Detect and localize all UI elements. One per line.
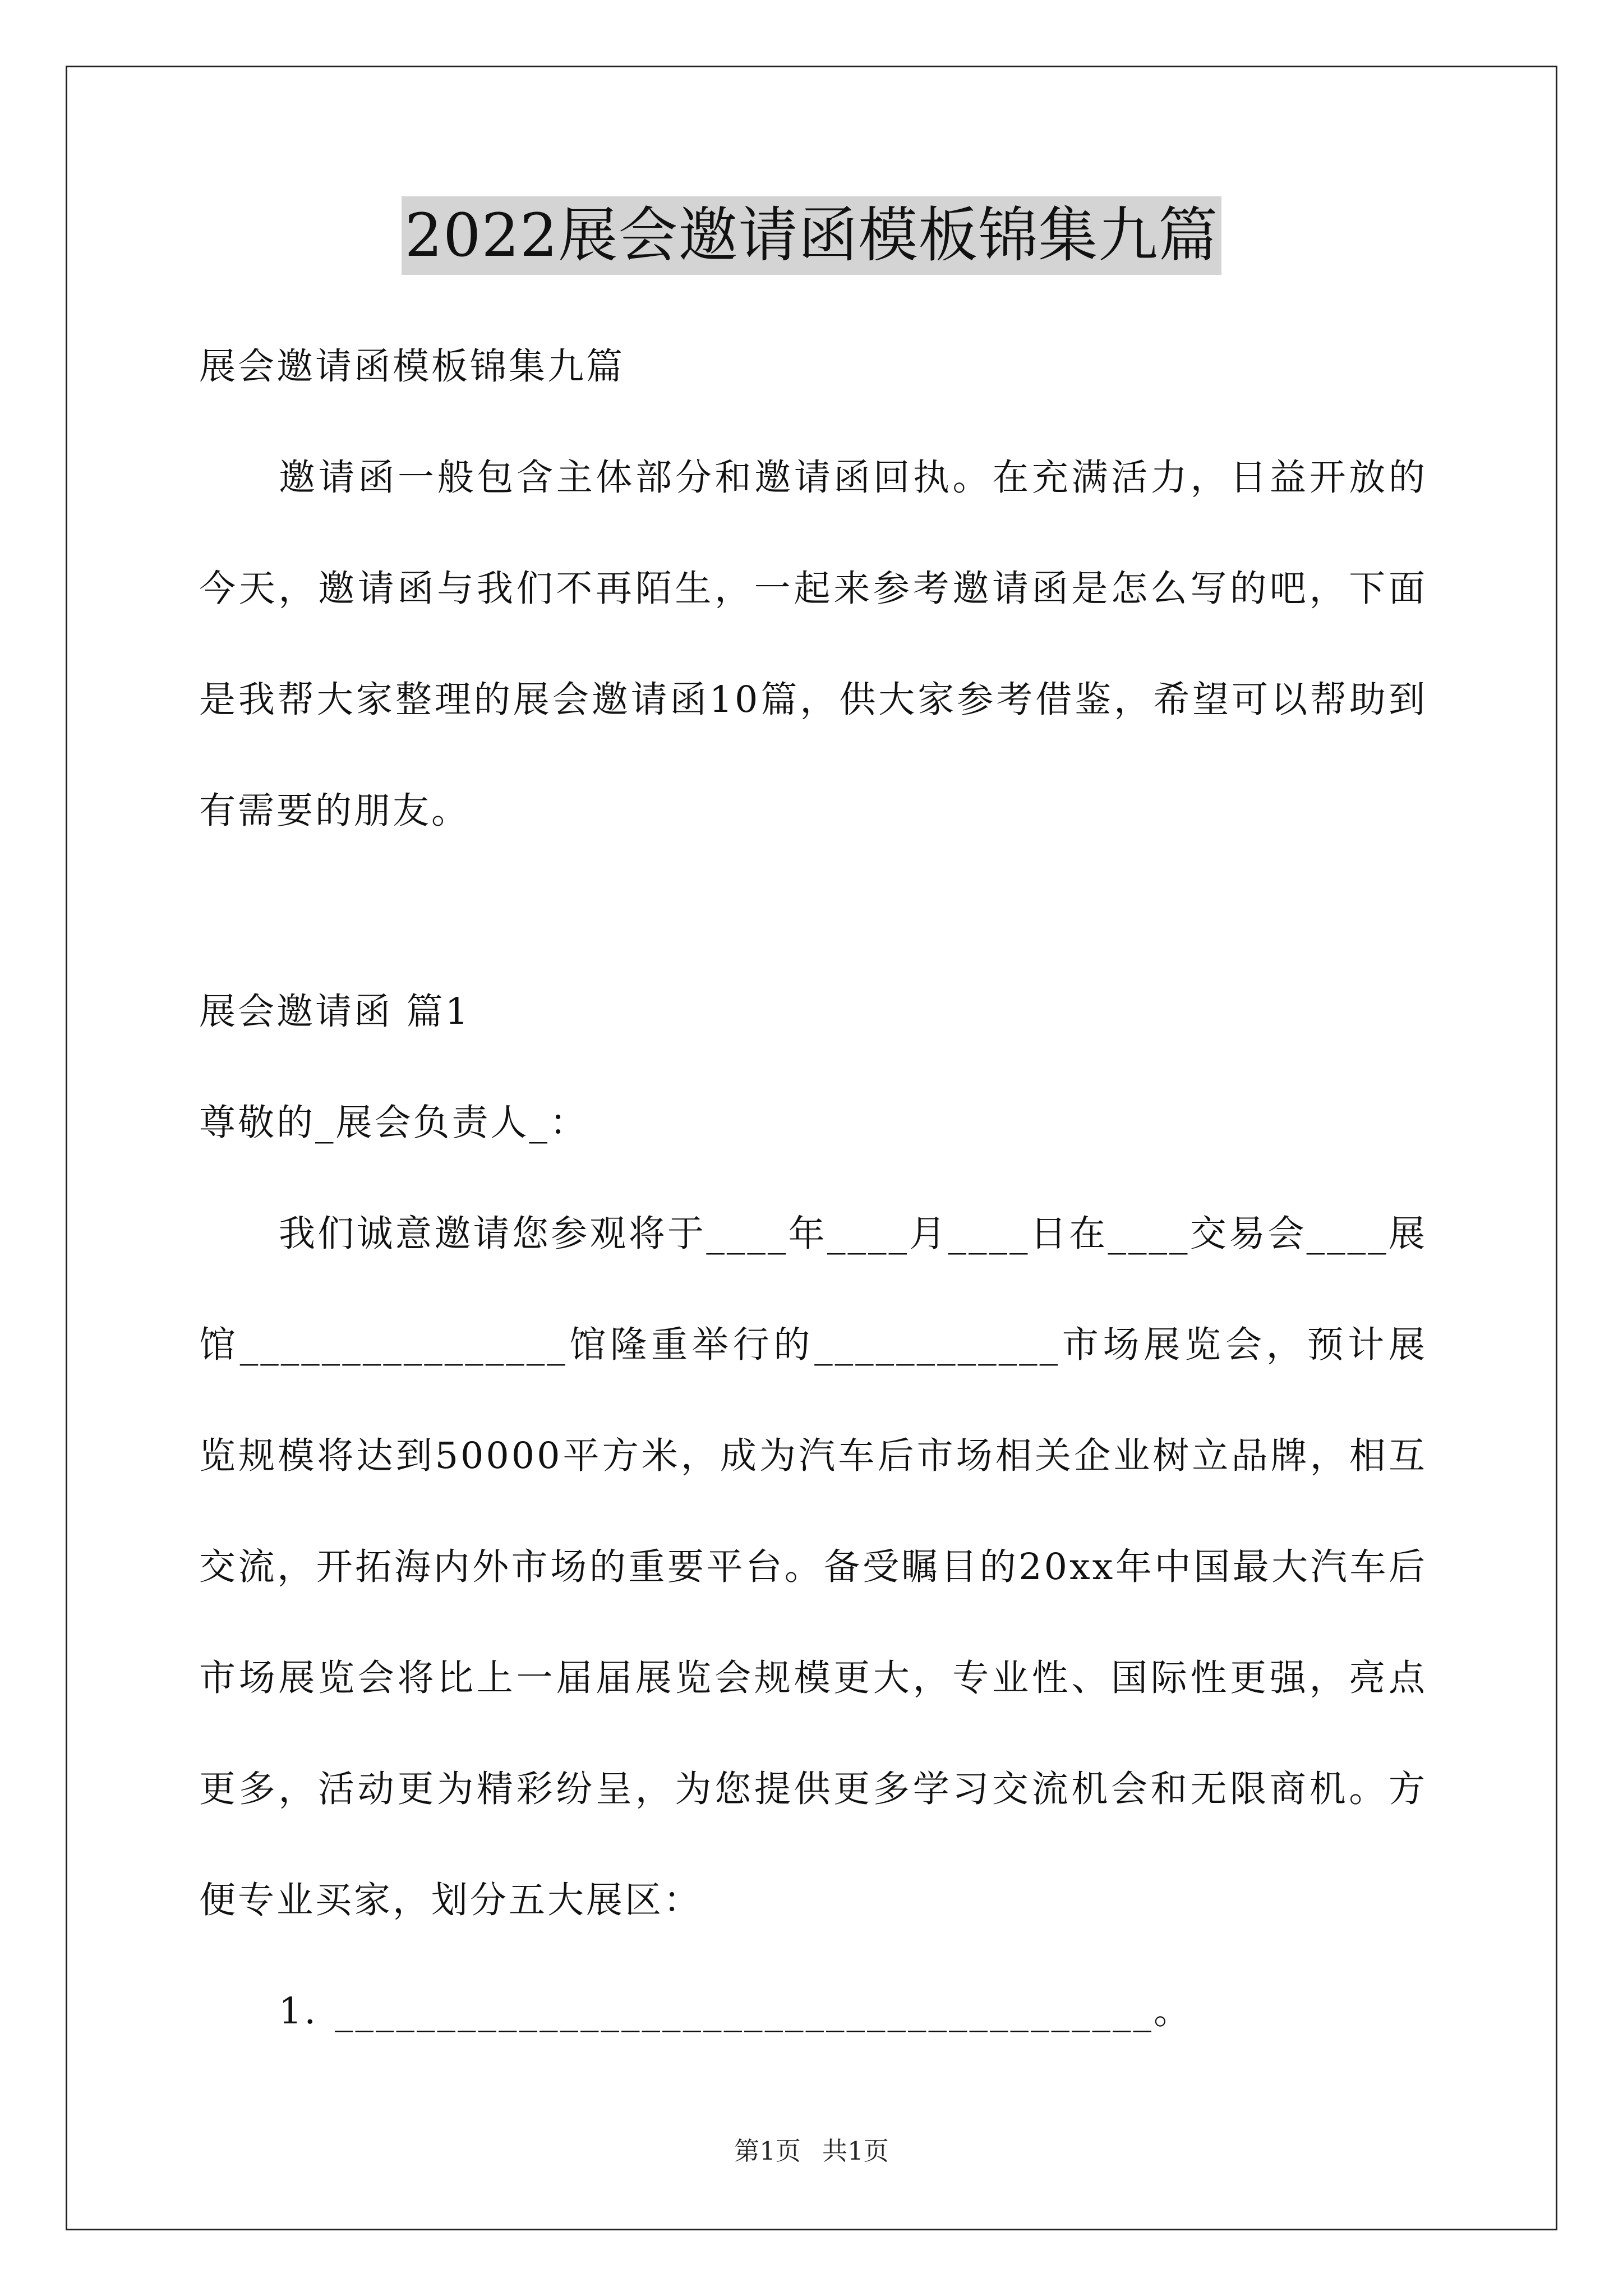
list-item-number: 1. [279, 1990, 319, 2032]
section-spacer [199, 867, 1427, 956]
page-total: 共1页 [822, 2136, 889, 2166]
section-heading: 展会邀请函 篇1 [199, 991, 471, 1033]
page-footer [0, 2134, 1623, 2168]
document-title: 2022展会邀请函模板锦集九篇 [402, 196, 1222, 275]
document-body [199, 311, 1427, 2067]
subtitle: 展会邀请函模板锦集九篇 [199, 346, 625, 388]
intro-paragraph: 邀请函一般包含主体部分和邀请函回执。在充满活力，日益开放的今天，邀请函与我们不再陌生，一起来参考邀请函是怎么写的吧，下面是我帮大家整理的展会邀请函10篇，供大家参考借鉴，希望可以帮助到有需要的朋友。 [199, 457, 1427, 832]
list-item [199, 1956, 1427, 2067]
page-number: 第1页 [734, 2136, 801, 2166]
list-item-blank: ________________________________________ [335, 1990, 1154, 2032]
body-paragraph: 我们诚意邀请您参观将于____年____月____日在____交易会____展馆________________馆隆重举行的____________市场展览会，预计展览规模将达到50000平方米，成为汽车后市场相关企业树立品牌，相互交流，开拓海内外市场的重要平台。备受瞩目的20xx年中国最大汽车后市场展览会将比上一届届展览会规模更大，专业性、国际性更强，亮点更多，活动更为精彩纷呈，为您提供更多学习交流机会和无限商机。方便专业买家，划分五大展区： [199, 1213, 1427, 1921]
salutation: 尊敬的_展会负责人_： [199, 1102, 589, 1144]
list-item-end: 。 [1154, 1990, 1193, 2032]
title-container [0, 196, 1623, 275]
